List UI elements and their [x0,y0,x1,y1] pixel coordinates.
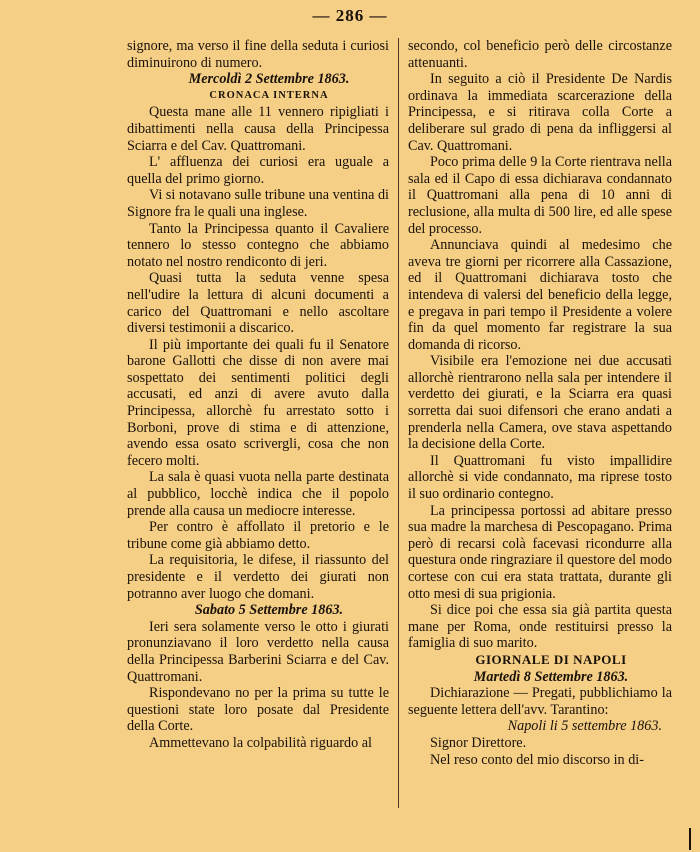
paragraph: L' affluenza dei curiosi era uguale a quella del primo giorno. [127,154,389,187]
paragraph: Annunciava quindi al medesimo che aveva tre giorni per ricorrere alla Cassazione, ed il Quattromani dichiarava tosto che intendeva di valersi del beneficio della legge, e pregava in pari tempo il Presidente a volere fin da quel momento far registrare la sua domanda di ricorso. [408,237,672,353]
dateline: Mercoldì 2 Settembre 1863. [188,71,350,88]
paragraph: Il più importante dei quali fu il Senatore barone Gallotti che disse di non avere mai sospettato dei sentimenti politici degli accusati, ed anzi di avere avuto dalla Principessa, allorchè fu arrestato sotto i Borboni, prove di stima e di attenzione, avendo essa osato scrivergli, cosa che non fecero molti. [127,336,389,469]
paragraph: Vi si notavano sulle tribune una ventina di Signore fra le quali una inglese. [127,187,389,220]
paragraph: In seguito a ciò il Presidente De Nardis ordinava la immediata scarcerazione della Principessa, e si ritirava colla Corte a deliberare sul grado di pena da infliggersi al Cav. Quattromani. [408,71,672,154]
paragraph: Questa mane alle 11 vennero ripigliati i dibattimenti nella causa della Principessa Sciarra e del Cav. Quattromani. [127,104,389,154]
paragraph: Si dice poi che essa sia già partita questa mane per Roma, onde restituirsi presso la famiglia di suo marito. [408,602,672,652]
paragraph: Poco prima delle 9 la Corte rientrava nella sala ed il Capo di essa dichiarava condannato il Quattromani alla pena di 10 anni di reclusione, alla multa di 500 lire, ed alle spese del processo. [408,154,672,237]
paragraph: Rispondevano no per la prima su tutte le questioni state loro posate dal Presidente della Corte. [127,685,389,735]
paragraph: La requisitoria, le difese, il riassunto del presidente e il verdetto dei giurati non potranno aver luogo che domani. [127,552,389,602]
paragraph: Tanto la Principessa quanto il Cavaliere tennero lo stesso contegno che abbiamo notato nel nostro rendiconto di jeri. [127,220,389,270]
letter-salutation: Signor Direttore. [430,734,527,751]
newspaper-heading: GIORNALE DI NAPOLI [475,651,627,667]
paragraph: signore, ma verso il fine della seduta i curiosi diminuirono di numero. [127,38,389,71]
page-edge-mark [689,828,691,850]
paragraph: Per contro è affollato il pretorio e le tribune come già abbiamo detto. [127,519,389,552]
paragraph: La principessa portossi ad abitare presso sua madre la marchesa di Pescopagano. Prima però di recarsi colà facevasi ricondurre alla questura onde ringraziare il questore del modo cortese con cui era stata trattata, durante gli otto mesi di sua prigionia. [408,502,672,602]
page-number: — 286 — [312,6,388,25]
paragraph: Dichiarazione — Pregati, pubblichiamo la seguente lettera dell'avv. Tarantino: [408,685,672,718]
section-heading: CRONACA INTERNA [209,89,329,101]
dateline: Martedì 8 Settembre 1863. [473,668,629,685]
letter-dateline: Napoli li 5 settembre 1863. [507,718,662,735]
column-divider [398,38,399,808]
paragraph: La sala è quasi vuota nella parte destinata al pubblico, locchè indica che il popolo prende alla causa un mediocre interesse. [127,469,389,519]
paragraph: Ammettevano la colpabilità riguardo al [149,734,372,751]
left-column [127,38,389,752]
paragraph: Visibile era l'emozione nei due accusati allorchè rientrarono nella sala per intendere il verdetto dei giurati, e la Sciarra era quasi sorretta dai suoi difensori che erano andati a prenderla nella Camera, ove stava aspettando la decisione della Corte. [408,353,672,453]
paragraph: secondo, col beneficio però delle circostanze attenuanti. [408,38,672,71]
right-column [408,38,672,768]
dateline: Sabato 5 Settembre 1863. [194,602,344,619]
paragraph: Quasi tutta la seduta venne spesa nell'udire la lettura di alcuni documenti a carico del Quattromani e nello ascoltare diversi testimonii a discarico. [127,270,389,337]
paragraph: Ieri sera solamente verso le otto i giurati pronunziavano il loro verdetto nella causa della Principessa Barberini Sciarra e del Cav. Quattromani. [127,618,389,685]
paragraph: Nel reso conto del mio discorso in di- [430,751,644,768]
paragraph: Il Quattromani fu visto impallidire allorchè si vide condannato, ma riprese tosto il suo ordinario contegno. [408,452,672,503]
